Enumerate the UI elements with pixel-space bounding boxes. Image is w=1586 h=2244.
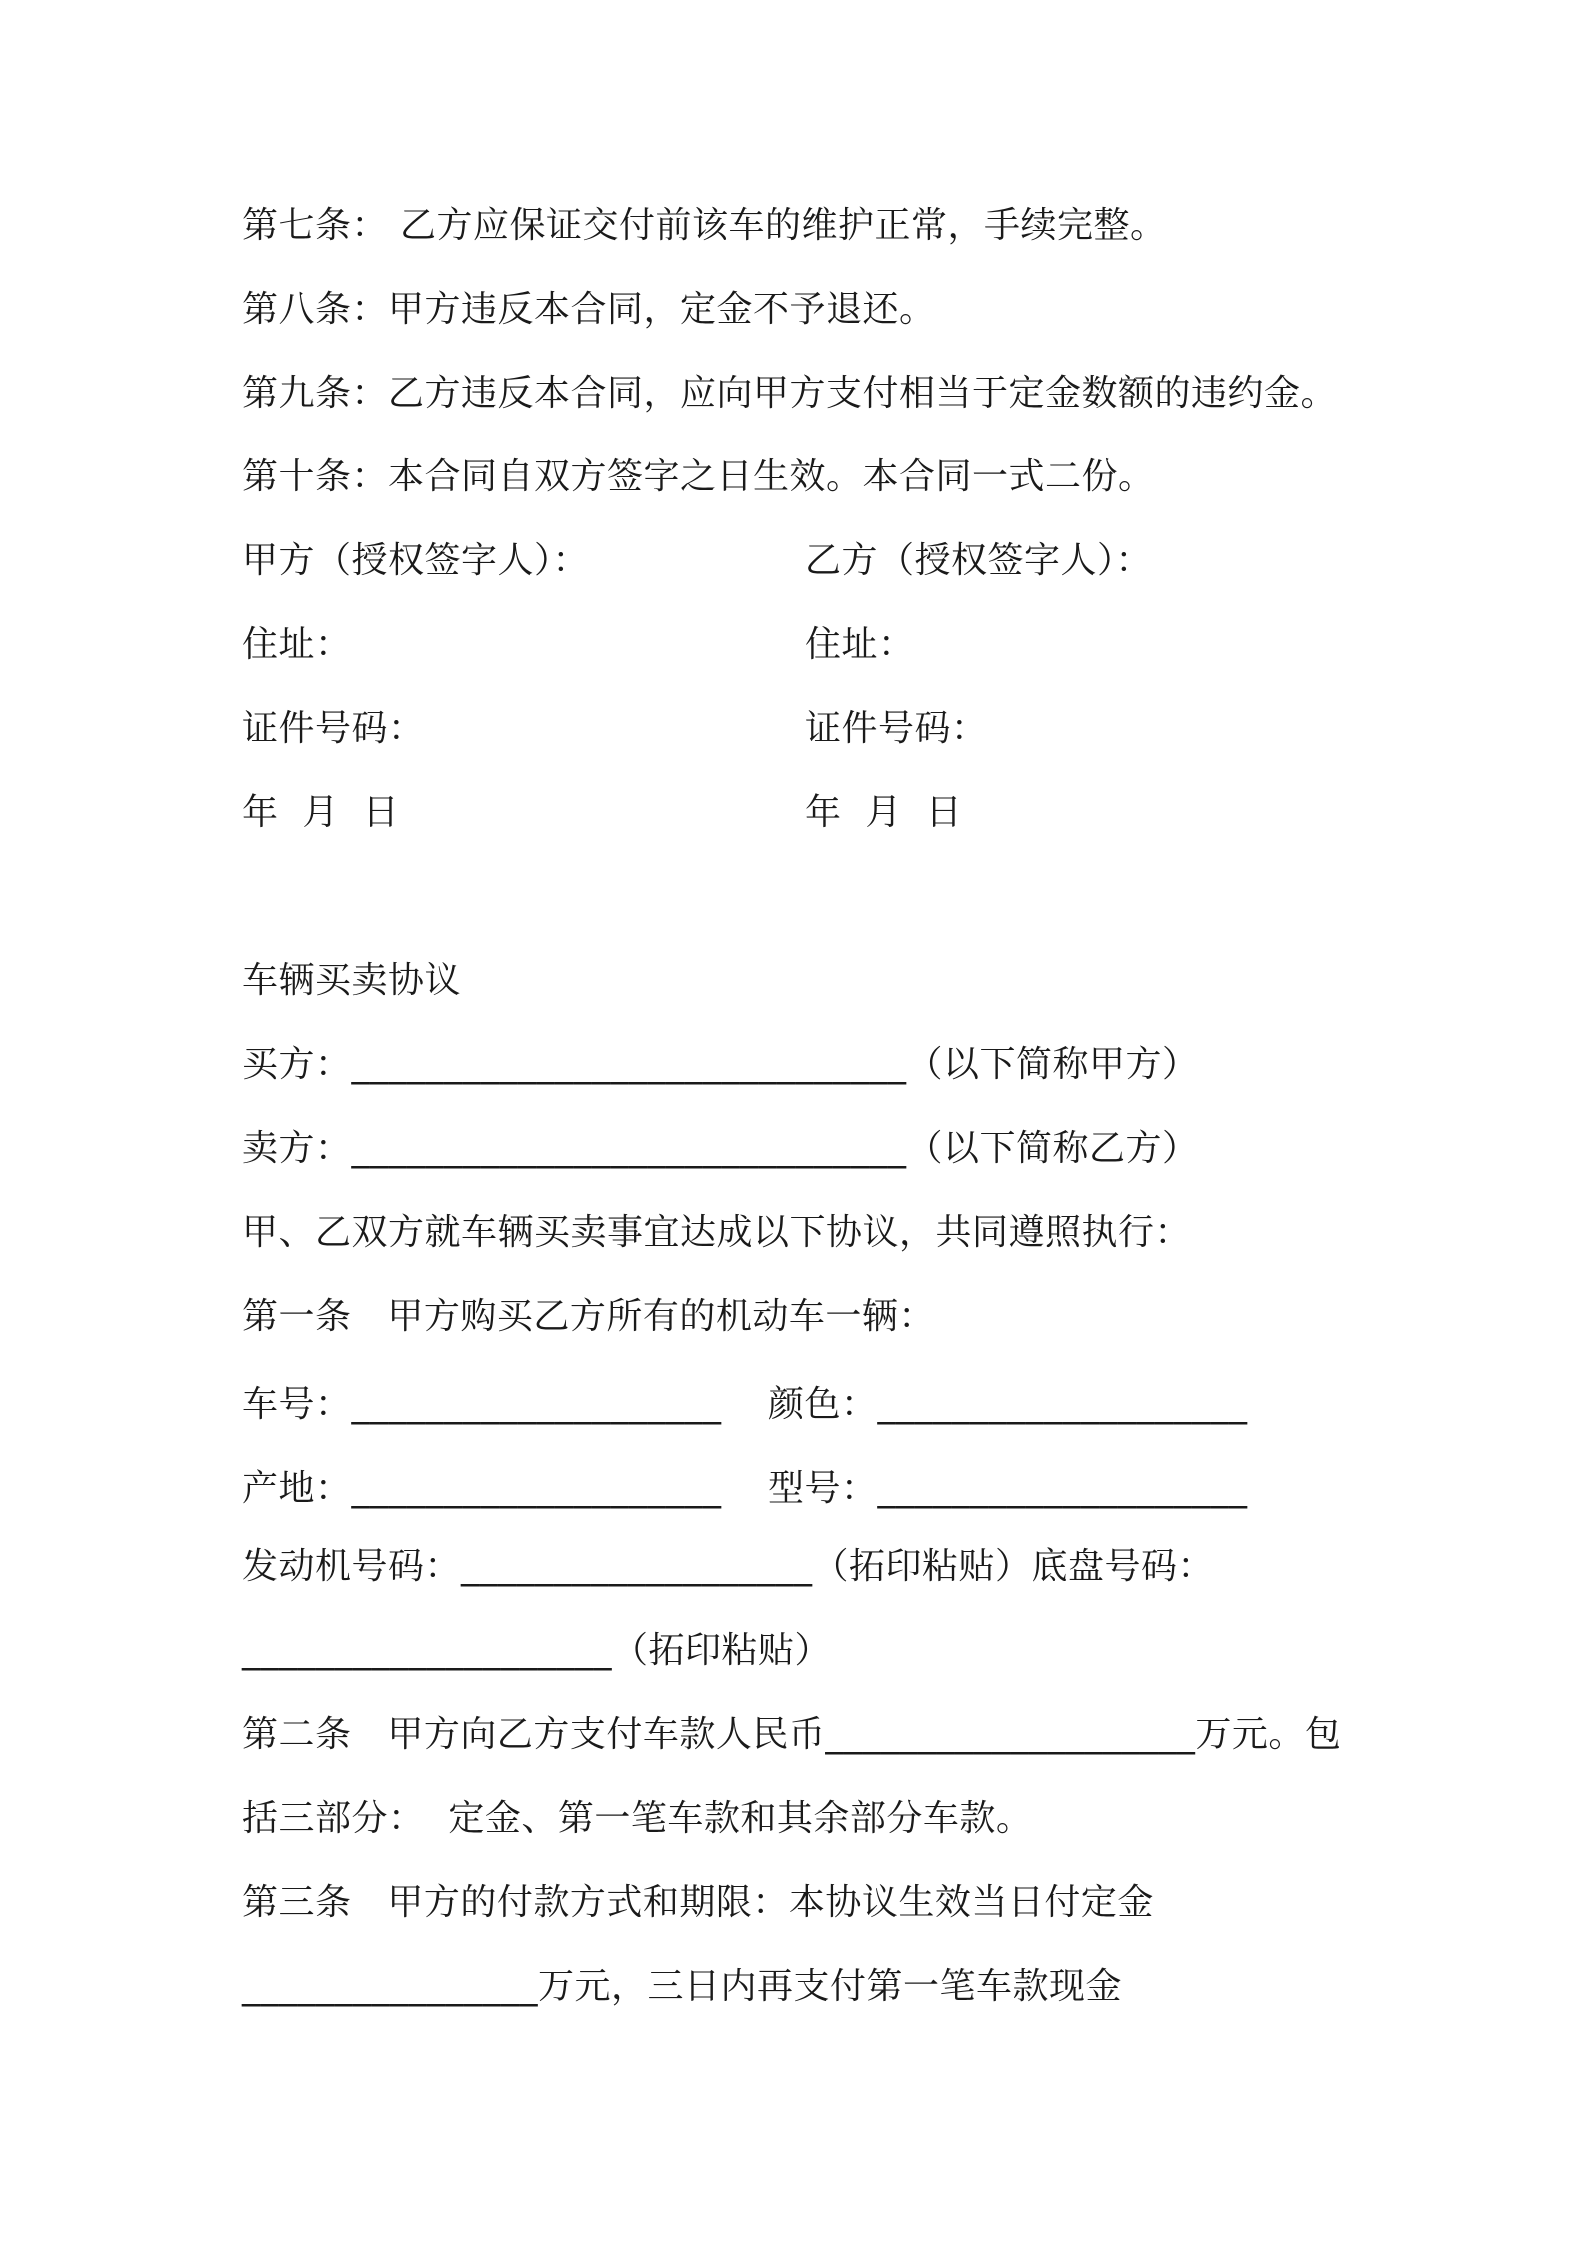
- agreement-intro: 甲、乙双方就车辆买卖事宜达成以下协议，共同遵照执行：: [242, 1212, 1192, 1253]
- article-1: 第一条 甲方购买乙方所有的机动车一辆：: [242, 1296, 935, 1337]
- model-field: 型号：____________________: [768, 1468, 1248, 1509]
- article-8: 第八条：甲方违反本合同，定金不予退还。: [242, 289, 936, 330]
- article-7: 第七条： 乙方应保证交付前该车的维护正常，手续完整。: [242, 205, 1167, 246]
- buyer-line: 买方：______________________________（以下简称甲方）: [242, 1044, 1199, 1085]
- engine-field: 发动机号码：___________________（拓印粘贴）底盘号码：: [242, 1546, 1215, 1587]
- party-a-id: 证件号码：: [242, 708, 425, 749]
- chassis-field: ____________________（拓印粘贴）: [242, 1630, 832, 1671]
- party-b-signer: 乙方（授权签字人）：: [805, 540, 1153, 581]
- color-field: 颜色：____________________: [768, 1384, 1248, 1425]
- origin-field: 产地：____________________: [242, 1468, 722, 1509]
- party-a-signer: 甲方（授权签字人）：: [242, 540, 590, 581]
- seller-line: 卖方：______________________________（以下简称乙方）: [242, 1128, 1199, 1169]
- article-9: 第九条：乙方违反本合同，应向甲方支付相当于定金数额的违约金。: [242, 373, 1338, 414]
- party-a-date: 年 月 日: [242, 792, 400, 833]
- plate-field: 车号：____________________: [242, 1384, 722, 1425]
- article-2-line-1: 第二条 甲方向乙方支付车款人民币____________________万元。包: [242, 1714, 1342, 1755]
- party-b-id: 证件号码：: [805, 708, 988, 749]
- article-10: 第十条：本合同自双方签字之日生效。本合同一式二份。: [242, 456, 1155, 497]
- agreement-title: 车辆买卖协议: [242, 960, 462, 1001]
- party-a-address: 住址：: [242, 624, 352, 665]
- party-b-date: 年 月 日: [805, 792, 963, 833]
- article-3-line-2: ________________万元，三日内再支付第一笔车款现金: [242, 1966, 1123, 2007]
- article-2-line-2: 括三部分： 定金、第一笔车款和其余部分车款。: [242, 1798, 1033, 1839]
- article-3-line-1: 第三条 甲方的付款方式和期限：本协议生效当日付定金: [242, 1882, 1154, 1923]
- party-b-address: 住址：: [805, 624, 915, 665]
